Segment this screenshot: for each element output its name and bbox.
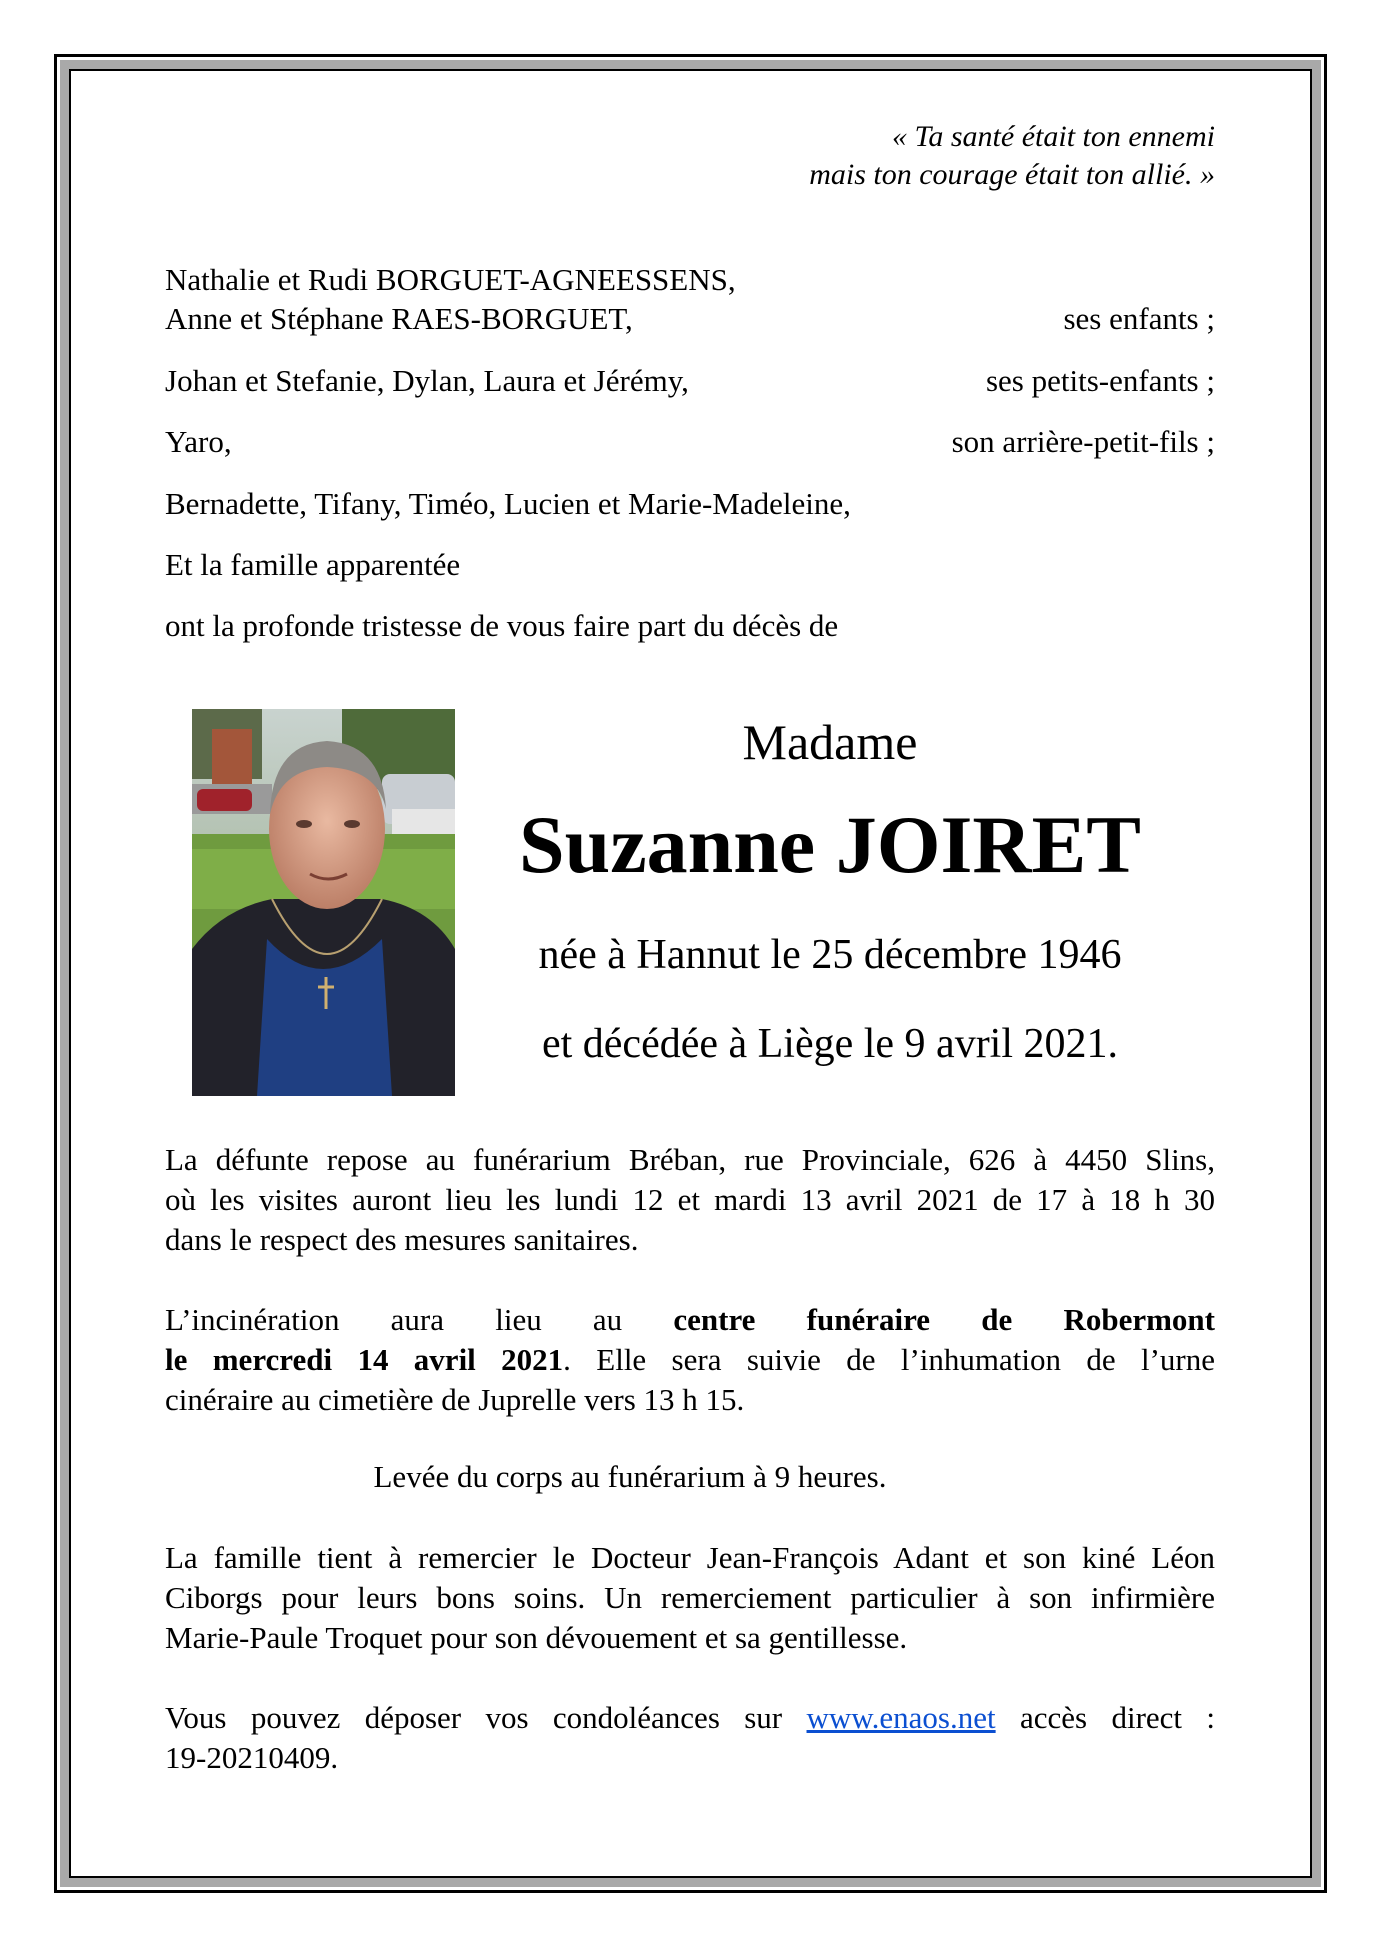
quote-line-2: mais ton courage était ton allié. » [809, 158, 1215, 191]
enaos-link[interactable]: www.enaos.net [806, 1700, 996, 1735]
children-row [165, 300, 1215, 338]
deceased-title: Madame [742, 714, 918, 770]
condolences-paragraph [165, 1698, 1215, 1778]
extended-family: Et la famille apparentée [165, 547, 461, 582]
visitation-line-1: La défunte repose au funérarium Bréban, rue Provinciale, 626 à 4450 Slins, [165, 1142, 1215, 1177]
quote-line-1: « Ta santé était ton ennemi [891, 120, 1215, 153]
thanks-line-3: Marie-Paule Troquet pour son dévouement et sa gentillesse. [165, 1620, 908, 1655]
cremation-line-2 [165, 1340, 1215, 1380]
cremation-line-2-rest: . Elle sera suivie de l’inhumation de l’urne [563, 1342, 1215, 1377]
levee-line: Levée du corps au funérarium à 9 heures. [373, 1459, 887, 1494]
grandchildren-row [165, 362, 1215, 400]
great-grandchild-role: son arrière-petit-fils ; [951, 424, 1215, 459]
visitation-line-2: où les visites auront lieu les lundi 12 et mardi 13 avril 2021 de 17 à 18 h 30 [165, 1182, 1215, 1217]
great-grandchild-row [165, 423, 1215, 461]
cremation-paragraph [165, 1300, 1215, 1420]
birth-info: née à Hannut le 25 décembre 1946 [538, 932, 1122, 978]
portrait-photo [192, 709, 455, 1096]
visitation-line-3: dans le respect des mesures sanitaires. [165, 1222, 639, 1257]
deceased-name: Suzanne JOIRET [518, 799, 1141, 890]
cremation-place-3: de [981, 1302, 1013, 1337]
grandchildren-role: ses petits-enfants ; [985, 363, 1215, 398]
death-info: et décédée à Liège le 9 avril 2021. [541, 1021, 1119, 1067]
thanks-line-2: Ciborgs pour leurs bons soins. Un remerciement particulier à son infirmière [165, 1580, 1215, 1615]
cremation-line-3: cinéraire au cimetière de Juprelle vers 13 h 15. [165, 1382, 745, 1417]
cremation-place-2: funéraire [806, 1302, 931, 1337]
cremation-place-1: centre [673, 1302, 756, 1337]
cremation-word-3: lieu [495, 1302, 542, 1337]
thanks-line-1: La famille tient à remercier le Docteur Jean-François Adant et son kiné Léon [165, 1540, 1215, 1575]
cremation-date: le mercredi 14 avril 2021 [165, 1342, 564, 1377]
cremation-word-2: aura [390, 1302, 445, 1337]
cremation-place-4: Robermont [1063, 1302, 1215, 1337]
children-role: ses enfants ; [1063, 301, 1215, 336]
condolences-code: 19-20210409. [165, 1740, 339, 1775]
condolences-prefix: Vous pouvez déposer vos condoléances sur [165, 1700, 783, 1735]
children-line-2: Anne et Stéphane RAES-BORGUET, [165, 301, 633, 336]
grandchildren-names: Johan et Stefanie, Dylan, Laura et Jérémy, [165, 363, 689, 398]
condolences-suffix: accès direct : [1020, 1700, 1216, 1735]
epigraph-quote [809, 118, 1215, 194]
cremation-line-1 [165, 1300, 1215, 1340]
condolences-line-1 [165, 1698, 1215, 1738]
visitation-paragraph [165, 1140, 1215, 1260]
great-grandchild-name: Yaro, [165, 424, 232, 459]
thanks-paragraph [165, 1538, 1215, 1658]
cremation-word-1: L’incinération [165, 1302, 340, 1337]
cremation-word-4: au [592, 1302, 623, 1337]
announcement-line: ont la profonde tristesse de vous faire part du décès de [165, 608, 839, 643]
other-relatives: Bernadette, Tifany, Timéo, Lucien et Marie-Madeleine, [165, 486, 851, 521]
children-line-1: Nathalie et Rudi BORGUET-AGNEESSENS, [165, 262, 736, 297]
